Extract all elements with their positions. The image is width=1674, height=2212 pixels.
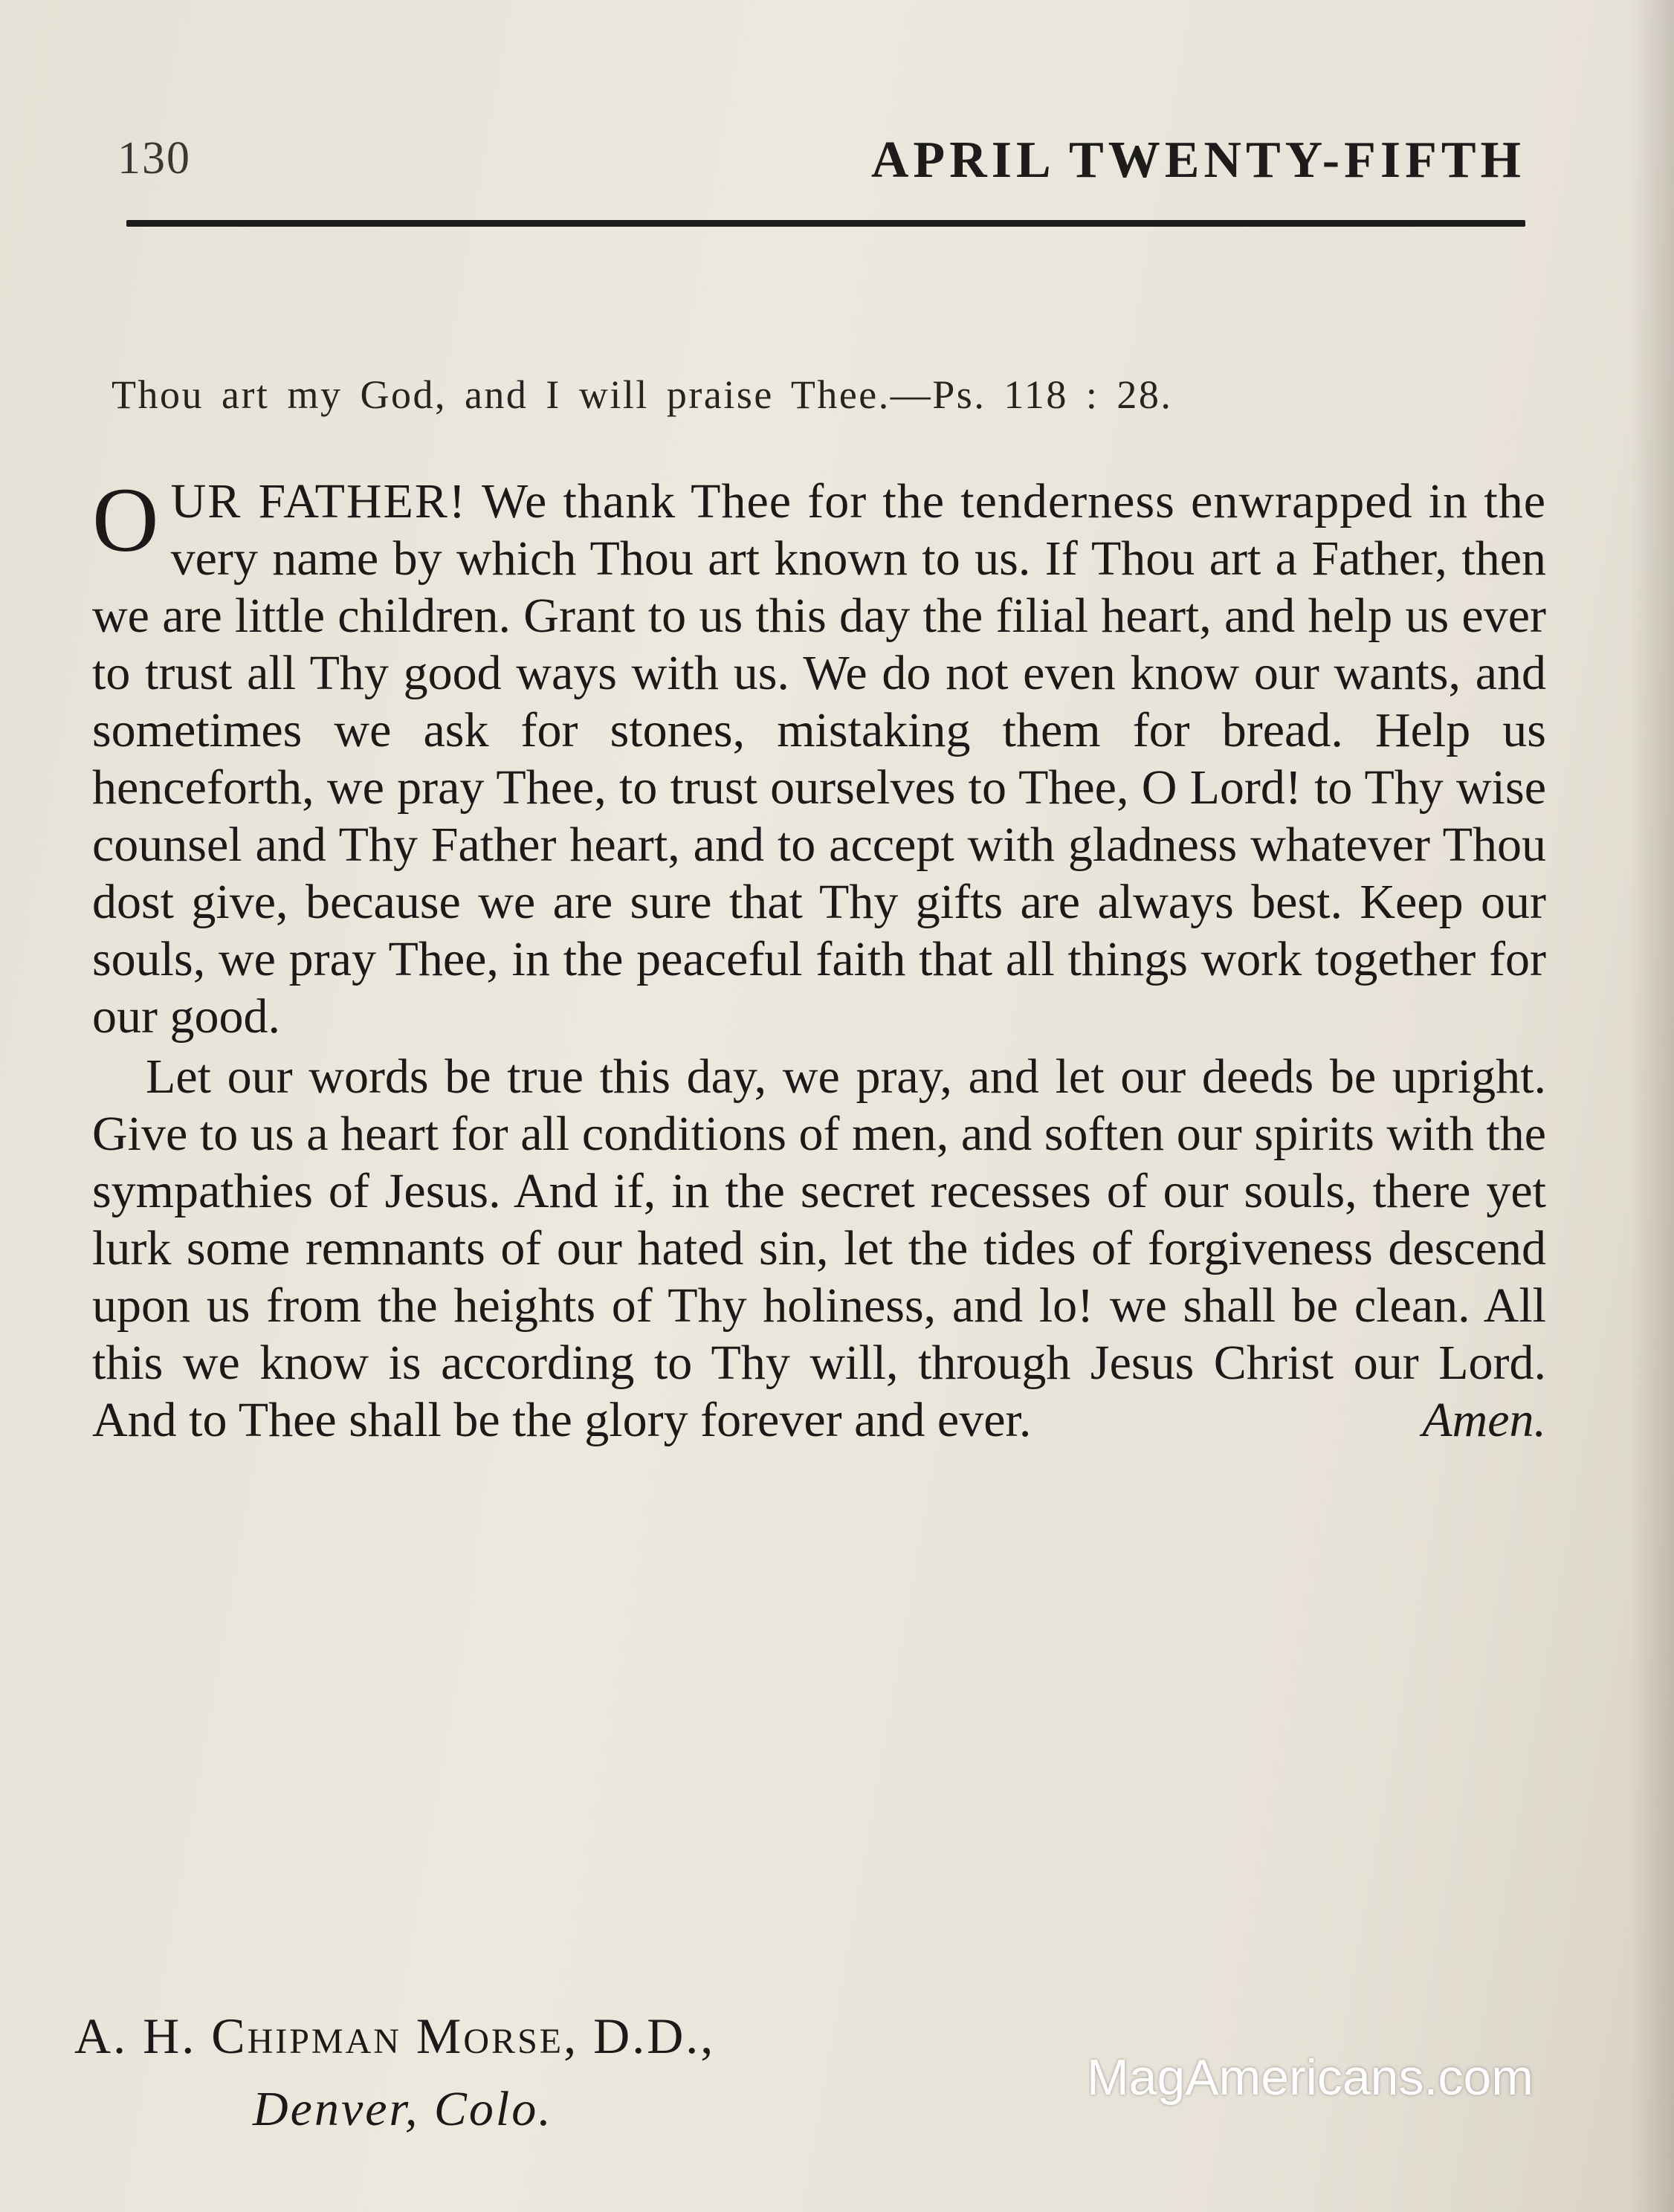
prayer-paragraph-1 xyxy=(92,469,1546,1045)
prayer-paragraph-2 xyxy=(92,1048,1546,1449)
paragraph-1-text: We thank Thee for the tenderness enwrapped in the very name by which Thou art known to us. If Thou art a Father, then we are little children. Grant to us this day the filial heart, and help us ever to trust all Thy good ways with us. We do not even know our wants, and sometimes we ask for stones, mistaking them for bread. Help us henceforth, we pray Thee, to trust ourselves to Thee, O Lord! to Thy wise counsel and Thy Father heart, and to accept with gladness whatever Thou dost give, because we are sure that Thy gifts are always best. Keep our souls, we pray Thee, in the peaceful faith that all things work together for our good. xyxy=(92,474,1546,1044)
lead-in: UR FATHER! xyxy=(170,474,467,528)
running-head: APRIL TWENTY-FIFTH xyxy=(870,132,1525,189)
drop-cap: O xyxy=(92,469,159,571)
amen-closing: Amen. xyxy=(1422,1393,1546,1447)
author-name: A. H. Chipman Morse, D.D., xyxy=(74,2008,716,2064)
scripture-epigraph: Thou art my God, and I will praise Thee.—Ps. 118 : 28. xyxy=(112,372,1173,417)
page-number: 130 xyxy=(117,133,191,184)
page-edge-shadow xyxy=(1629,0,1674,2212)
header-rule xyxy=(126,220,1525,227)
author-location: Denver, Colo. xyxy=(253,2082,553,2136)
watermark: MagAmericans.com xyxy=(1087,2049,1534,2106)
prayer-text xyxy=(92,469,1546,1449)
paragraph-2-text: Let our words be true this day, we pray, and let our deeds be upright. Give to us a heart for all conditions of men, and soften our spirits with the sympathies of Jesus. And if, in the secret recesses of our souls, there yet lurk some remnants of our hated sin, let the tides of forgiveness descend upon us from the heights of Thy holiness, and lo! we shall be clean. All this we know is according to Thy will, through Jesus Christ our Lord. And to Thee shall be the glory forever and ever. xyxy=(92,1050,1546,1447)
